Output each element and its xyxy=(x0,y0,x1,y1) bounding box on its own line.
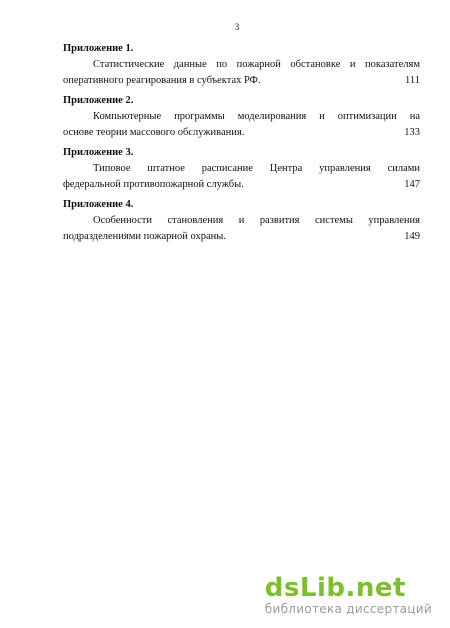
appendix-description-text: основе теории массового обслуживания. xyxy=(63,127,245,138)
appendix-title: Приложение 2. xyxy=(63,95,134,106)
appendix-description-line-2 xyxy=(63,178,420,194)
appendix-description-text: федеральной противопожарной службы. xyxy=(63,179,244,190)
appendix-entry-2 xyxy=(63,94,420,142)
appendix-description-line-2 xyxy=(63,126,420,142)
appendix-description-line-1: Статистические данные по пожарной обстановке и показателям xyxy=(93,59,420,70)
watermark-logo: dsLib.net xyxy=(264,573,406,603)
page-reference: 111 xyxy=(405,75,420,86)
appendix-description-line-2 xyxy=(63,230,420,246)
watermark xyxy=(265,574,432,616)
appendix-title: Приложение 3. xyxy=(63,147,134,158)
appendix-entry-1 xyxy=(63,42,420,90)
watermark-subtitle: библиотека диссертаций xyxy=(264,602,432,616)
appendix-entry-3 xyxy=(63,146,420,194)
page-number: 3 xyxy=(234,22,240,32)
appendix-title: Приложение 4. xyxy=(63,199,134,210)
appendix-list xyxy=(63,42,420,250)
appendix-description-line-1: Типовое штатное расписание Центра управления силами xyxy=(93,163,420,174)
appendix-entry-4 xyxy=(63,198,420,246)
appendix-description-line-1: Особенности становления и развития системы управления xyxy=(93,215,420,226)
appendix-title: Приложение 1. xyxy=(63,43,134,54)
appendix-description-text: подразделениями пожарной охраны. xyxy=(63,231,226,242)
page-reference: 149 xyxy=(404,231,420,242)
appendix-description-text: оперативного реагирования в субъектах РФ. xyxy=(63,75,261,86)
appendix-description-line-1: Компьютерные программы моделирования и оптимизации на xyxy=(93,111,420,122)
page-reference: 147 xyxy=(404,179,420,190)
page-reference: 133 xyxy=(404,127,420,138)
appendix-description-line-2 xyxy=(63,74,420,90)
